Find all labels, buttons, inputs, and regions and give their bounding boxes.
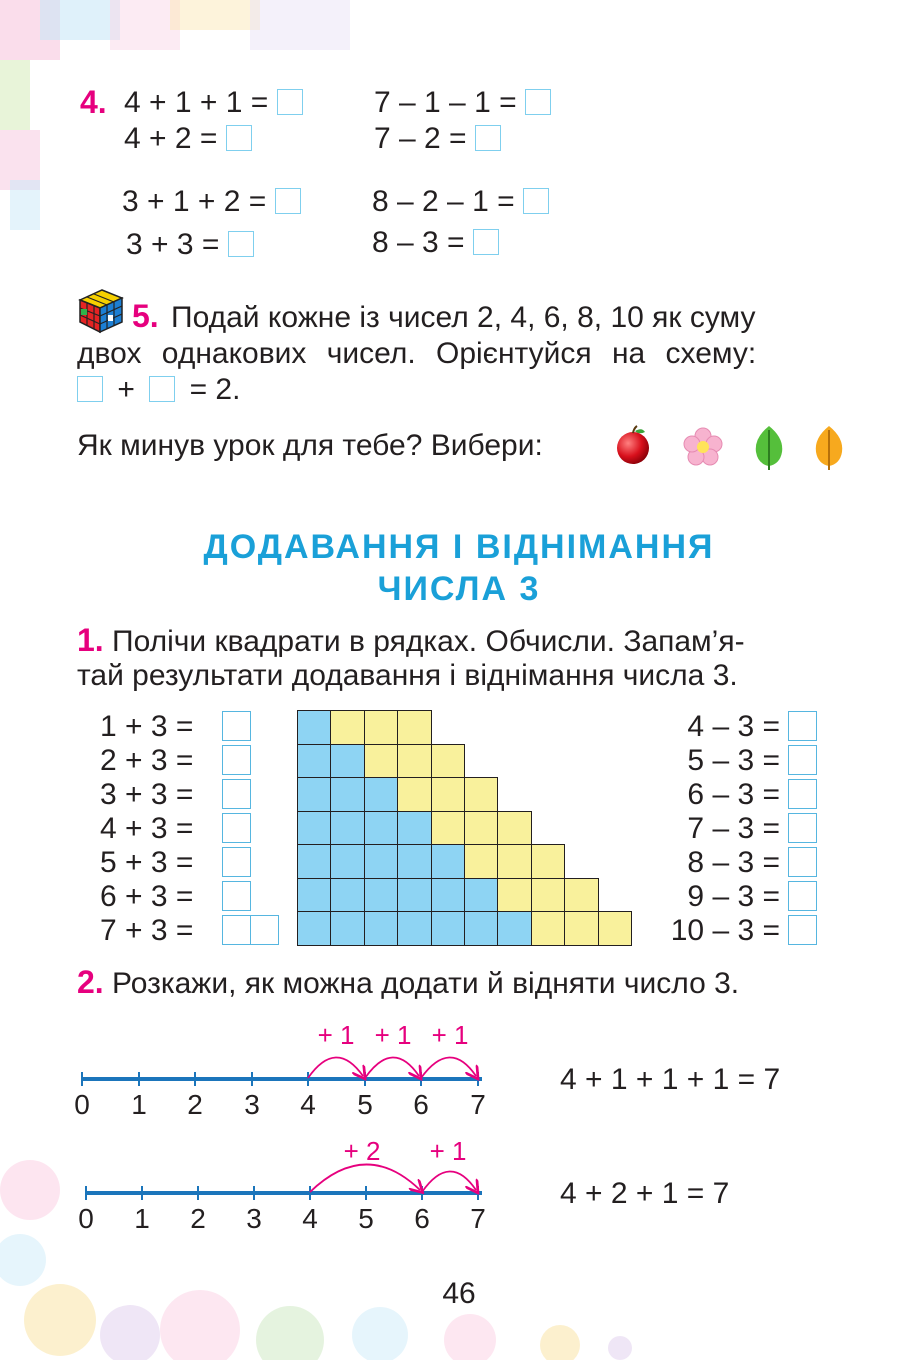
- addition-expression: 3 + 3 =: [100, 778, 194, 811]
- task1-text: Полічи квадрати в рядках. Обчисли. Запам’я-: [112, 625, 745, 658]
- yellow-square: [531, 911, 565, 946]
- subtraction-expression: 5 – 3 =: [687, 744, 780, 777]
- answer-box[interactable]: [226, 125, 252, 151]
- tick-label: 3: [244, 1089, 260, 1120]
- blue-square: [431, 911, 465, 946]
- task2-number: 2.: [77, 964, 104, 1000]
- blue-square: [464, 911, 498, 946]
- blue-square: [297, 777, 331, 812]
- blue-square: [364, 911, 398, 946]
- subtraction-expression: 6 – 3 =: [687, 778, 780, 811]
- answer-box[interactable]: [788, 847, 817, 877]
- blue-square: [330, 844, 364, 879]
- tick-label: 6: [413, 1089, 429, 1120]
- blue-square: [297, 844, 331, 879]
- subtraction-expression: 4 – 3 =: [687, 710, 780, 743]
- jump-label: + 1: [317, 1020, 355, 1050]
- scheme-box[interactable]: [149, 376, 175, 402]
- apple-icon[interactable]: [612, 424, 654, 466]
- answer-box[interactable]: [222, 881, 251, 911]
- answer-box-tens[interactable]: [222, 915, 251, 945]
- answer-box[interactable]: [788, 881, 817, 911]
- yellow-square: [531, 844, 565, 879]
- jump-label: + 1: [431, 1020, 469, 1050]
- blue-square: [297, 744, 331, 779]
- answer-box[interactable]: [222, 847, 251, 877]
- answer-box[interactable]: [222, 813, 251, 843]
- jump-arc: [365, 1057, 419, 1078]
- jump-label: + 1: [374, 1020, 412, 1050]
- yellow-square: [330, 710, 364, 745]
- blue-square: [297, 811, 331, 846]
- jump-arc: [422, 1171, 476, 1192]
- yellow-square: [431, 744, 465, 779]
- task1-line2: тай результати додавання і віднімання числа 3.: [77, 659, 738, 692]
- subtraction-expression: 7 – 3 =: [687, 812, 780, 845]
- expression-text: 7 – 1 – 1 =: [374, 86, 517, 119]
- flower-icon[interactable]: [682, 426, 724, 466]
- tick-label: 4: [302, 1203, 318, 1234]
- task1-number: 1.: [77, 622, 104, 658]
- expression-text: 7 – 2 =: [374, 122, 467, 155]
- jump-label: + 1: [429, 1136, 467, 1166]
- answer-box[interactable]: [525, 89, 551, 115]
- yellow-square: [464, 811, 498, 846]
- addition-expression: 6 + 3 =: [100, 880, 194, 913]
- task4-expression: [374, 86, 551, 120]
- blue-square: [297, 911, 331, 946]
- green-leaf-icon[interactable]: [752, 424, 786, 470]
- tick-label: 7: [470, 1203, 486, 1234]
- number-line-2: [74, 1132, 504, 1236]
- equation-2: 4 + 2 + 1 = 7: [560, 1177, 730, 1210]
- blue-square: [364, 811, 398, 846]
- task4-expression: [122, 185, 301, 219]
- expression-text: 8 – 3 =: [372, 226, 465, 259]
- tick-label: 5: [357, 1089, 373, 1120]
- answer-box[interactable]: [222, 711, 251, 741]
- blue-square: [364, 777, 398, 812]
- blue-square: [397, 811, 431, 846]
- blue-square: [330, 811, 364, 846]
- tick-label: 3: [246, 1203, 262, 1234]
- addition-expression: 2 + 3 =: [100, 744, 194, 777]
- answer-box[interactable]: [788, 711, 817, 741]
- blue-square: [497, 911, 531, 946]
- answer-box[interactable]: [222, 779, 251, 809]
- jump-arc: [308, 1057, 363, 1078]
- yellow-square: [497, 878, 531, 913]
- task5-text: Подай кожне із чисел 2, 4, 6, 8, 10 як суму: [171, 301, 756, 334]
- scheme-equals: = 2.: [189, 373, 241, 406]
- page-number: 46: [442, 1277, 476, 1310]
- addition-expression: 5 + 3 =: [100, 846, 194, 879]
- jump-arc: [421, 1057, 476, 1078]
- blue-square: [397, 878, 431, 913]
- blue-square: [364, 878, 398, 913]
- section-title-line1: ДОДАВАННЯ І ВІДНІМАННЯ: [203, 528, 715, 566]
- blue-square: [297, 710, 331, 745]
- reflection-question: Як минув урок для тебе? Вибери:: [77, 429, 543, 462]
- blue-square: [297, 878, 331, 913]
- task1-line1: [77, 622, 745, 660]
- equation-1: 4 + 1 + 1 + 1 = 7: [560, 1063, 781, 1096]
- subtraction-expression: 9 – 3 =: [687, 880, 780, 913]
- blue-square: [364, 844, 398, 879]
- yellow-square: [464, 844, 498, 879]
- blue-square: [330, 911, 364, 946]
- answer-box[interactable]: [788, 779, 817, 809]
- section-title-line2: ЧИСЛА 3: [377, 570, 541, 608]
- answer-box[interactable]: [228, 231, 254, 257]
- task2-text: Розкажи, як можна додати й відняти число 3.: [112, 967, 740, 1000]
- yellow-square: [397, 710, 431, 745]
- answer-box[interactable]: [523, 188, 549, 214]
- tick-label: 2: [190, 1203, 206, 1234]
- addition-expression: 1 + 3 =: [100, 710, 194, 743]
- answer-box[interactable]: [473, 229, 499, 255]
- blue-square: [330, 777, 364, 812]
- subtraction-expression: 10 – 3 =: [670, 914, 780, 947]
- answer-box[interactable]: [275, 188, 301, 214]
- yellow-square: [431, 811, 465, 846]
- yellow-square: [531, 878, 565, 913]
- number-line-1: [70, 1018, 500, 1122]
- task5-scheme: [77, 372, 240, 408]
- tick-label: 1: [131, 1089, 147, 1120]
- task4-expression: [126, 228, 254, 262]
- yellow-square: [397, 777, 431, 812]
- answer-box-units[interactable]: [250, 915, 279, 945]
- tick-label: 1: [134, 1203, 150, 1234]
- yellow-square: [564, 878, 598, 913]
- answer-box[interactable]: [475, 125, 501, 151]
- tick-label: 5: [358, 1203, 374, 1234]
- yellow-square: [564, 911, 598, 946]
- tick-label: 0: [78, 1203, 94, 1234]
- answer-box[interactable]: [788, 813, 817, 843]
- counting-squares-grid: [297, 710, 632, 945]
- blue-square: [397, 844, 431, 879]
- task4-number: 4.: [80, 84, 107, 120]
- task4-expression: [124, 122, 252, 156]
- yellow-square: [364, 744, 398, 779]
- yellow-square: [364, 710, 398, 745]
- answer-box[interactable]: [222, 745, 251, 775]
- task5-line1: [132, 298, 756, 336]
- blue-square: [464, 878, 498, 913]
- yellow-square: [497, 811, 531, 846]
- tick-label: 2: [187, 1089, 203, 1120]
- task5-line2: двох однакових чисел. Орієнтуйся на схему:: [77, 337, 757, 370]
- yellow-square: [464, 777, 498, 812]
- answer-box[interactable]: [788, 915, 817, 945]
- blue-square: [431, 844, 465, 879]
- orange-leaf-icon[interactable]: [812, 424, 846, 470]
- task4-expression: [372, 226, 499, 260]
- expression-text: 4 + 2 =: [124, 122, 218, 155]
- task5-number: 5.: [132, 298, 159, 334]
- blue-square: [431, 878, 465, 913]
- task4-expression: [374, 122, 501, 156]
- task4-expression: [372, 185, 549, 219]
- expression-text: 3 + 1 + 2 =: [122, 185, 267, 218]
- yellow-square: [497, 844, 531, 879]
- task2-line: [77, 964, 739, 1002]
- jump-label: + 2: [343, 1136, 381, 1166]
- addition-expression: 4 + 3 =: [100, 812, 194, 845]
- tick-label: 7: [470, 1089, 486, 1120]
- answer-box[interactable]: [277, 89, 303, 115]
- expression-text: 3 + 3 =: [126, 228, 220, 261]
- yellow-square: [397, 744, 431, 779]
- answer-box[interactable]: [788, 745, 817, 775]
- tick-label: 6: [414, 1203, 430, 1234]
- tick-label: 0: [74, 1089, 90, 1120]
- task4-expression: [124, 86, 303, 120]
- subtraction-expression: 8 – 3 =: [687, 846, 780, 879]
- scheme-plus: +: [117, 373, 135, 406]
- expression-text: 8 – 2 – 1 =: [372, 185, 515, 218]
- expression-text: 4 + 1 + 1 =: [124, 86, 269, 119]
- blue-square: [397, 911, 431, 946]
- tick-label: 4: [300, 1089, 316, 1120]
- addition-expression: 7 + 3 =: [100, 914, 194, 947]
- blue-square: [330, 878, 364, 913]
- scheme-box[interactable]: [77, 376, 103, 402]
- blue-square: [330, 744, 364, 779]
- yellow-square: [598, 911, 632, 946]
- rubiks-cube-icon: [76, 288, 126, 334]
- yellow-square: [431, 777, 465, 812]
